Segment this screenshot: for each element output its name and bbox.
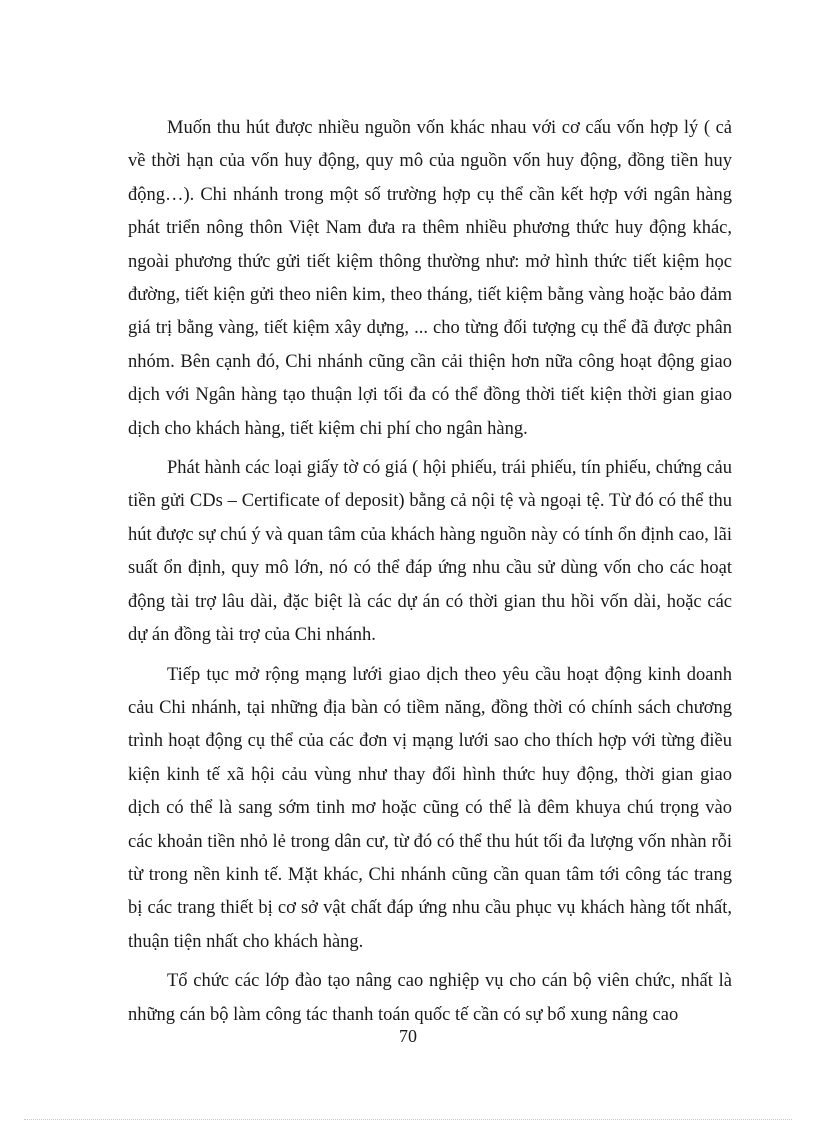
page-number: 70 [399,1026,417,1046]
paragraph-staff-training: Tổ chức các lớp đào tạo nâng cao nghiệp vụ cho cán bộ viên chức, nhất là những cán bộ làm công tác thanh toán quốc tế cần có sự bổ xung nâng cao [128,971,732,1025]
paragraph-capital-mobilization: Muốn thu hút được nhiều nguồn vốn khác nhau với cơ cấu vốn hợp lý ( cả về thời hạn của vốn huy động, quy mô của nguồn vốn huy động, đồng tiền huy động…). Chi nhánh trong một số trường hợp cụ thể cần kết hợp với ngân hàng phát triển nông thôn Việt Nam đưa ra thêm nhiều phương thức huy động khác, ngoài phương thức gửi tiết kiệm thông thường như: mở hình thức tiết kiệm học đường, tiết kiện gửi theo niên kim, theo tháng, tiết kiệm bằng vàng hoặc bảo đảm giá trị bằng vàng, tiết kiệm xây dựng, ... cho từng đối tượng cụ thể đã được phân nhóm. Bên cạnh đó, Chi nhánh cũng cần cải thiện hơn nữa công hoạt động giao dịch với Ngân hàng tạo thuận lợi tối đa có thể đồng thời tiết kiện thời gian giao dịch cho khách hàng, tiết kiệm chi phí cho ngân hàng. [128,118,732,439]
document-body [128,112,732,1038]
paragraph-valuable-papers: Phát hành các loại giấy tờ có giá ( hội phiếu, trái phiếu, tín phiếu, chứng cảu tiền gửi CDs – Certificate of deposit) bằng cả nội tệ và ngoại tệ. Từ đó có thể thu hút được sự chú ý và quan tâm của khách hàng nguồn này có tính ổn định cao, lãi suất ổn định, quy mô lớn, nó có thể đáp ứng nhu cầu sử dùng vốn cho các hoạt động tài trợ lâu dài, đặc biệt là các dự án có thời gian thu hồi vốn dài, hoặc các dự án đồng tài trợ của Chi nhánh. [128,458,732,646]
paragraph-network-expansion: Tiếp tục mở rộng mạng lưới giao dịch theo yêu cầu hoạt động kinh doanh cảu Chi nhánh, tại những địa bàn có tiềm năng, đồng thời có chính sách chương trình hoạt động cụ thể của các đơn vị mạng lưới sao cho thích hợp với từng điều kiện kinh tế xã hội cảu vùng như thay đổi hình thức huy động, thời gian giao dịch có thể là sang sớm tinh mơ hoặc cũng có thể là đêm khuya chú trọng vào các khoản tiền nhỏ lẻ trong dân cư, từ đó có thể thu hút tối đa lượng vốn nhàn rỗi từ trong nền kinh tế. Mặt khác, Chi nhánh cũng cần quan tâm tới công tác trang bị các trang thiết bị cơ sở vật chất đáp ứng nhu cầu phục vụ khách hàng tốt nhất, thuận tiện nhất cho khách hàng. [128,664,732,952]
footer-divider [24,1119,792,1120]
